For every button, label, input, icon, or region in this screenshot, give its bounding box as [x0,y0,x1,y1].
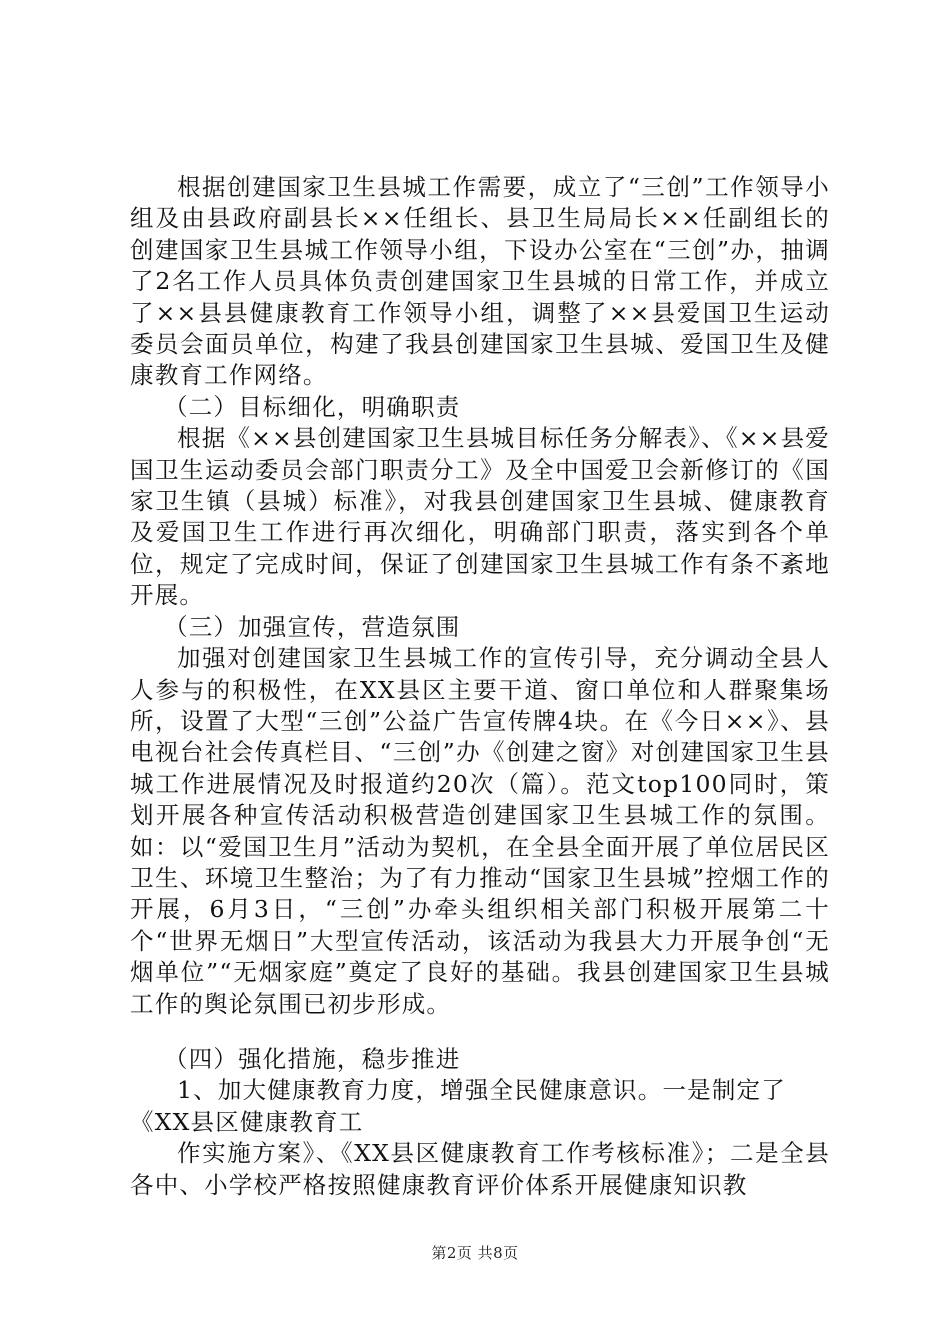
paragraph-health-education-2: 《XX县区健康教育工 [130,1107,364,1136]
document-body [130,172,830,1201]
section-heading-2: （二）目标细化，明确职责 [164,392,461,421]
paragraph-health-education-3: 作实施方案》、《XX县区健康教育工作考核标准》；二是全县各中、小学校严格按照健康教育评价体系开展健康知识教 [130,1139,830,1199]
paragraph-health-education-1: 1、加大健康教育力度，增强全民健康意识。一是制定了 [177,1076,786,1105]
paragraph-leadership-group: 根据创建国家卫生县城工作需要，成立了“三创”工作领导小组及由县政府副县长××任组长、县卫生局局长××任副组长的创建国家卫生县城工作领导小组，下设办公室在“三创”办，抽调了2名工作人员具体负责创建国家卫生县城的日常工作，并成立了××县县健康教育工作领导小组，调整了××县爱国卫生运动委员会面员单位，构建了我县创建国家卫生县城、爱国卫生及健康教育工作网络。 [130,173,830,390]
section-heading-3: （三）加强宣传，营造氛围 [164,612,461,641]
paragraph-targets: 根据《××县创建国家卫生县城目标任务分解表》、《××县爱国卫生运动委员会部门职责分工》及全中国爱卫会新修订的《国家卫生镇（县城）标准》，对我县创建国家卫生县城、健康教育及爱国卫生工作进行再次细化，明确部门职责，落实到各个单位，规定了完成时间，保证了创建国家卫生县城工作有条不紊地开展。 [130,424,830,610]
page-number-footer: 第2页 共8页 [431,1244,519,1262]
section-heading-4: （四）强化措施，稳步推进 [164,1044,461,1073]
paragraph-publicity: 加强对创建国家卫生县城工作的宣传引导，充分调动全县人人参与的积极性，在XX县区主要干道、窗口单位和人群聚集场所，设置了大型“三创”公益广告宣传牌4块。在《今日××》、县电视台社会传真栏目、“三创”办《创建之窗》对创建国家卫生县城工作进展情况及时报道约20次（篇）。范文top100同时，策划开展各种宣传活动积极营造创建国家卫生县城工作的氛围。如：以“爱国卫生月”活动为契机，在全县全面开展了单位居民区卫生、环境卫生整治；为了有力推动“国家卫生县城”控烟工作的开展，6月3日，“三创”办牵头组织相关部门积极开展第二十个“世界无烟日”大型宣传活动，该活动为我县大力开展争创“无烟单位”“无烟家庭”奠定了良好的基础。我县创建国家卫生县城工作的舆论氛围已初步形成。 [130,644,830,1018]
